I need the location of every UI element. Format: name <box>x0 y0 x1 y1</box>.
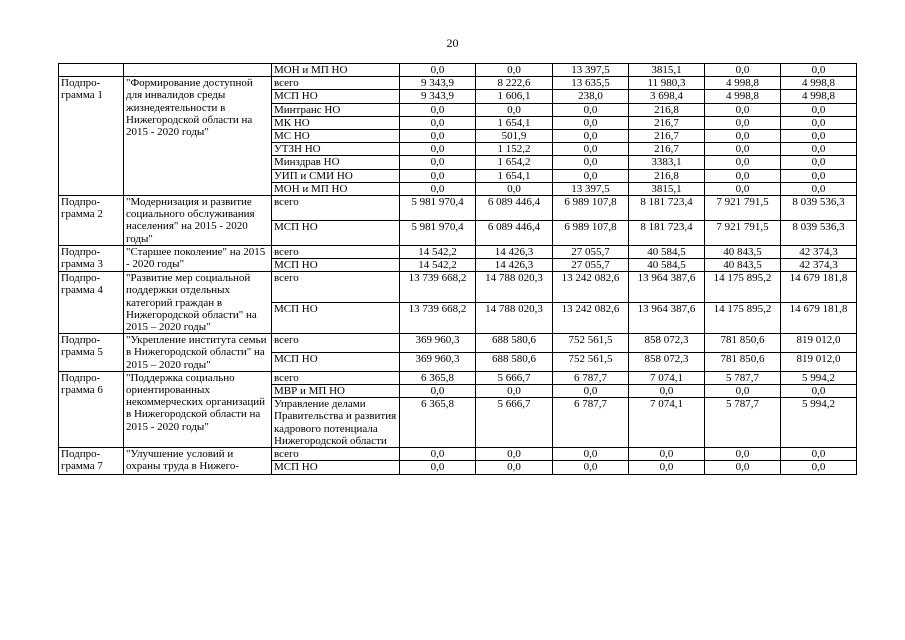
funding-value: 40 584,5 <box>629 245 705 258</box>
funding-value: 0,0 <box>400 143 476 156</box>
funding-source: всего <box>272 245 400 258</box>
funding-value: 7 074,1 <box>629 398 705 448</box>
funding-value: 5 981 970,4 <box>400 196 476 221</box>
funding-value: 0,0 <box>781 169 857 182</box>
funding-value: 0,0 <box>400 169 476 182</box>
funding-value: 40 584,5 <box>629 259 705 272</box>
subprogram-label <box>59 64 124 77</box>
funding-value: 0,0 <box>705 156 781 169</box>
funding-value: 6 089 446,4 <box>476 220 553 245</box>
funding-source: всего <box>272 334 400 353</box>
funding-value: 0,0 <box>400 182 476 195</box>
funding-value: 238,0 <box>553 90 629 103</box>
funding-value: 6 365,8 <box>400 398 476 448</box>
subprogram-name: "Модернизация и развитие социального обслуживания населения" на 2015 - 2020 годы" <box>124 196 272 246</box>
funding-source: МСП НО <box>272 90 400 103</box>
funding-value: 501,9 <box>476 130 553 143</box>
funding-value: 0,0 <box>553 103 629 116</box>
funding-value: 6 089 446,4 <box>476 196 553 221</box>
funding-value: 13 635,5 <box>553 77 629 90</box>
funding-value: 6 787,7 <box>553 398 629 448</box>
funding-value: 1 654,1 <box>476 116 553 129</box>
funding-value: 0,0 <box>476 385 553 398</box>
funding-source: всего <box>272 371 400 384</box>
subprogram-label: Подпро-грамма 6 <box>59 371 124 447</box>
subprogram-label: Подпро-грамма 7 <box>59 448 124 474</box>
funding-value: 819 012,0 <box>781 353 857 372</box>
subprogram-name: "Старшее поколение" на 2015 - 2020 годы" <box>124 245 272 271</box>
funding-value: 0,0 <box>400 156 476 169</box>
funding-value: 14 175 895,2 <box>705 272 781 303</box>
funding-value: 5 787,7 <box>705 371 781 384</box>
table-row <box>59 334 857 353</box>
table-row <box>59 64 857 77</box>
funding-value: 13 739 668,2 <box>400 303 476 334</box>
funding-value: 0,0 <box>400 130 476 143</box>
funding-value: 0,0 <box>400 448 476 461</box>
funding-value: 14 542,2 <box>400 259 476 272</box>
funding-value: 216,8 <box>629 169 705 182</box>
funding-value: 6 787,7 <box>553 371 629 384</box>
funding-value: 1 654,2 <box>476 156 553 169</box>
funding-value: 0,0 <box>705 385 781 398</box>
funding-value: 0,0 <box>781 448 857 461</box>
funding-source: МСП НО <box>272 353 400 372</box>
funding-value: 0,0 <box>781 182 857 195</box>
funding-value: 216,7 <box>629 143 705 156</box>
funding-value: 14 542,2 <box>400 245 476 258</box>
funding-source: Минтранс НО <box>272 103 400 116</box>
funding-value: 0,0 <box>781 103 857 116</box>
subprogram-label: Подпро-грамма 5 <box>59 334 124 372</box>
funding-value: 0,0 <box>781 116 857 129</box>
funding-value: 14 788 020,3 <box>476 303 553 334</box>
funding-value: 0,0 <box>781 64 857 77</box>
funding-value: 8 181 723,4 <box>629 196 705 221</box>
funding-value: 0,0 <box>705 169 781 182</box>
funding-value: 40 843,5 <box>705 245 781 258</box>
funding-source: всего <box>272 77 400 90</box>
funding-value: 858 072,3 <box>629 334 705 353</box>
funding-value: 0,0 <box>476 103 553 116</box>
funding-value: 0,0 <box>705 116 781 129</box>
funding-value: 0,0 <box>476 448 553 461</box>
funding-value: 9 343,9 <box>400 77 476 90</box>
funding-value: 752 561,5 <box>553 353 629 372</box>
funding-value: 0,0 <box>705 182 781 195</box>
funding-value: 0,0 <box>705 461 781 474</box>
funding-value: 27 055,7 <box>553 259 629 272</box>
funding-value: 0,0 <box>629 385 705 398</box>
funding-value: 0,0 <box>476 461 553 474</box>
funding-value: 1 654,1 <box>476 169 553 182</box>
funding-source: МСП НО <box>272 303 400 334</box>
funding-value: 0,0 <box>400 64 476 77</box>
funding-value: 5 666,7 <box>476 371 553 384</box>
funding-source: МС НО <box>272 130 400 143</box>
funding-value: 14 426,3 <box>476 245 553 258</box>
funding-value: 369 960,3 <box>400 334 476 353</box>
funding-value: 781 850,6 <box>705 334 781 353</box>
funding-value: 5 666,7 <box>476 398 553 448</box>
funding-value: 6 365,8 <box>400 371 476 384</box>
funding-value: 5 994,2 <box>781 371 857 384</box>
funding-source: всего <box>272 196 400 221</box>
subprogram-label: Подпро-грамма 2 <box>59 196 124 246</box>
funding-value: 8 039 536,3 <box>781 196 857 221</box>
page-number: 20 <box>446 36 459 50</box>
funding-source: Минздрав НО <box>272 156 400 169</box>
funding-value: 3815,1 <box>629 182 705 195</box>
funding-value: 8 222,6 <box>476 77 553 90</box>
funding-source: МК НО <box>272 116 400 129</box>
funding-value: 0,0 <box>553 461 629 474</box>
funding-value: 14 788 020,3 <box>476 272 553 303</box>
funding-value: 14 426,3 <box>476 259 553 272</box>
funding-value: 0,0 <box>705 130 781 143</box>
subprogram-name: "Формирование доступной для инвалидов среды жизнедеятельности в Нижегородской области на 2015 - 2020 годы" <box>124 77 272 196</box>
funding-source: УИП и СМИ НО <box>272 169 400 182</box>
funding-value: 0,0 <box>553 116 629 129</box>
table-row <box>59 272 857 303</box>
funding-value: 0,0 <box>781 143 857 156</box>
funding-value: 0,0 <box>705 64 781 77</box>
funding-value: 42 374,3 <box>781 259 857 272</box>
funding-value: 40 843,5 <box>705 259 781 272</box>
funding-value: 42 374,3 <box>781 245 857 258</box>
funding-value: 7 921 791,5 <box>705 196 781 221</box>
subprogram-name: "Укрепление института семьи в Нижегородской области" на 2015 – 2020 годы" <box>124 334 272 372</box>
funding-value: 0,0 <box>629 448 705 461</box>
funding-value: 216,7 <box>629 116 705 129</box>
funding-value: 0,0 <box>705 448 781 461</box>
funding-value: 13 397,5 <box>553 64 629 77</box>
funding-source: МСП НО <box>272 461 400 474</box>
funding-value: 819 012,0 <box>781 334 857 353</box>
funding-value: 13 964 387,6 <box>629 303 705 334</box>
funding-source: всего <box>272 272 400 303</box>
funding-value: 11 980,3 <box>629 77 705 90</box>
funding-source: всего <box>272 448 400 461</box>
funding-value: 216,8 <box>629 103 705 116</box>
funding-value: 13 964 387,6 <box>629 272 705 303</box>
funding-value: 4 998,8 <box>705 90 781 103</box>
funding-value: 0,0 <box>705 143 781 156</box>
funding-value: 0,0 <box>476 64 553 77</box>
funding-value: 8 181 723,4 <box>629 220 705 245</box>
funding-value: 6 989 107,8 <box>553 220 629 245</box>
funding-value: 216,7 <box>629 130 705 143</box>
funding-value: 0,0 <box>400 103 476 116</box>
funding-source: МСП НО <box>272 259 400 272</box>
budget-table <box>58 63 857 475</box>
subprogram-label: Подпро-грамма 3 <box>59 245 124 271</box>
funding-value: 0,0 <box>705 103 781 116</box>
subprogram-name <box>124 64 272 77</box>
funding-value: 0,0 <box>553 156 629 169</box>
funding-value: 0,0 <box>400 461 476 474</box>
funding-source: МСП НО <box>272 220 400 245</box>
funding-value: 7 074,1 <box>629 371 705 384</box>
funding-value: 6 989 107,8 <box>553 196 629 221</box>
funding-value: 3815,1 <box>629 64 705 77</box>
funding-value: 0,0 <box>553 130 629 143</box>
funding-value: 0,0 <box>553 448 629 461</box>
funding-value: 3 698,4 <box>629 90 705 103</box>
funding-source: УТЗН НО <box>272 143 400 156</box>
funding-value: 27 055,7 <box>553 245 629 258</box>
funding-value: 13 397,5 <box>553 182 629 195</box>
funding-value: 688 580,6 <box>476 353 553 372</box>
funding-value: 0,0 <box>781 461 857 474</box>
funding-value: 0,0 <box>400 385 476 398</box>
funding-value: 0,0 <box>781 385 857 398</box>
funding-value: 0,0 <box>781 156 857 169</box>
funding-value: 8 039 536,3 <box>781 220 857 245</box>
table-row <box>59 196 857 221</box>
funding-value: 4 998,8 <box>705 77 781 90</box>
subprogram-name: "Развитие мер социальной поддержки отдельных категорий граждан в Нижегородской области" на 2015 – 2020 годы" <box>124 272 272 334</box>
funding-value: 14 679 181,8 <box>781 303 857 334</box>
funding-value: 781 850,6 <box>705 353 781 372</box>
funding-source: МВР и МП НО <box>272 385 400 398</box>
funding-source: МОН и МП НО <box>272 64 400 77</box>
funding-value: 0,0 <box>553 143 629 156</box>
funding-value: 0,0 <box>553 169 629 182</box>
funding-value: 13 242 082,6 <box>553 303 629 334</box>
funding-value: 14 175 895,2 <box>705 303 781 334</box>
funding-value: 752 561,5 <box>553 334 629 353</box>
funding-value: 858 072,3 <box>629 353 705 372</box>
funding-value: 9 343,9 <box>400 90 476 103</box>
table-row <box>59 77 857 90</box>
funding-source: МОН и МП НО <box>272 182 400 195</box>
funding-value: 0,0 <box>553 385 629 398</box>
funding-value: 369 960,3 <box>400 353 476 372</box>
subprogram-label: Подпро-грамма 1 <box>59 77 124 196</box>
funding-value: 5 994,2 <box>781 398 857 448</box>
subprogram-name: "Поддержка социально ориентированных некоммерческих организаций в Нижегородской области на 2015 - 2020 годы" <box>124 371 272 447</box>
funding-value: 14 679 181,8 <box>781 272 857 303</box>
funding-value: 4 998,8 <box>781 77 857 90</box>
funding-value: 688 580,6 <box>476 334 553 353</box>
funding-value: 0,0 <box>400 116 476 129</box>
table-row <box>59 371 857 384</box>
funding-value: 0,0 <box>476 182 553 195</box>
funding-value: 5 787,7 <box>705 398 781 448</box>
funding-value: 13 242 082,6 <box>553 272 629 303</box>
funding-value: 1 152,2 <box>476 143 553 156</box>
funding-source: Управление делами Правительства и развития кадрового потенциала Нижегородской области <box>272 398 400 448</box>
funding-value: 0,0 <box>781 130 857 143</box>
funding-value: 13 739 668,2 <box>400 272 476 303</box>
subprogram-label: Подпро-грамма 4 <box>59 272 124 334</box>
subprogram-name: "Улучшение условий и охраны труда в Нижего- <box>124 448 272 474</box>
funding-value: 3383,1 <box>629 156 705 169</box>
funding-value: 1 606,1 <box>476 90 553 103</box>
funding-value: 7 921 791,5 <box>705 220 781 245</box>
funding-value: 4 998,8 <box>781 90 857 103</box>
table-row <box>59 245 857 258</box>
table-row <box>59 448 857 461</box>
funding-value: 0,0 <box>629 461 705 474</box>
funding-value: 5 981 970,4 <box>400 220 476 245</box>
